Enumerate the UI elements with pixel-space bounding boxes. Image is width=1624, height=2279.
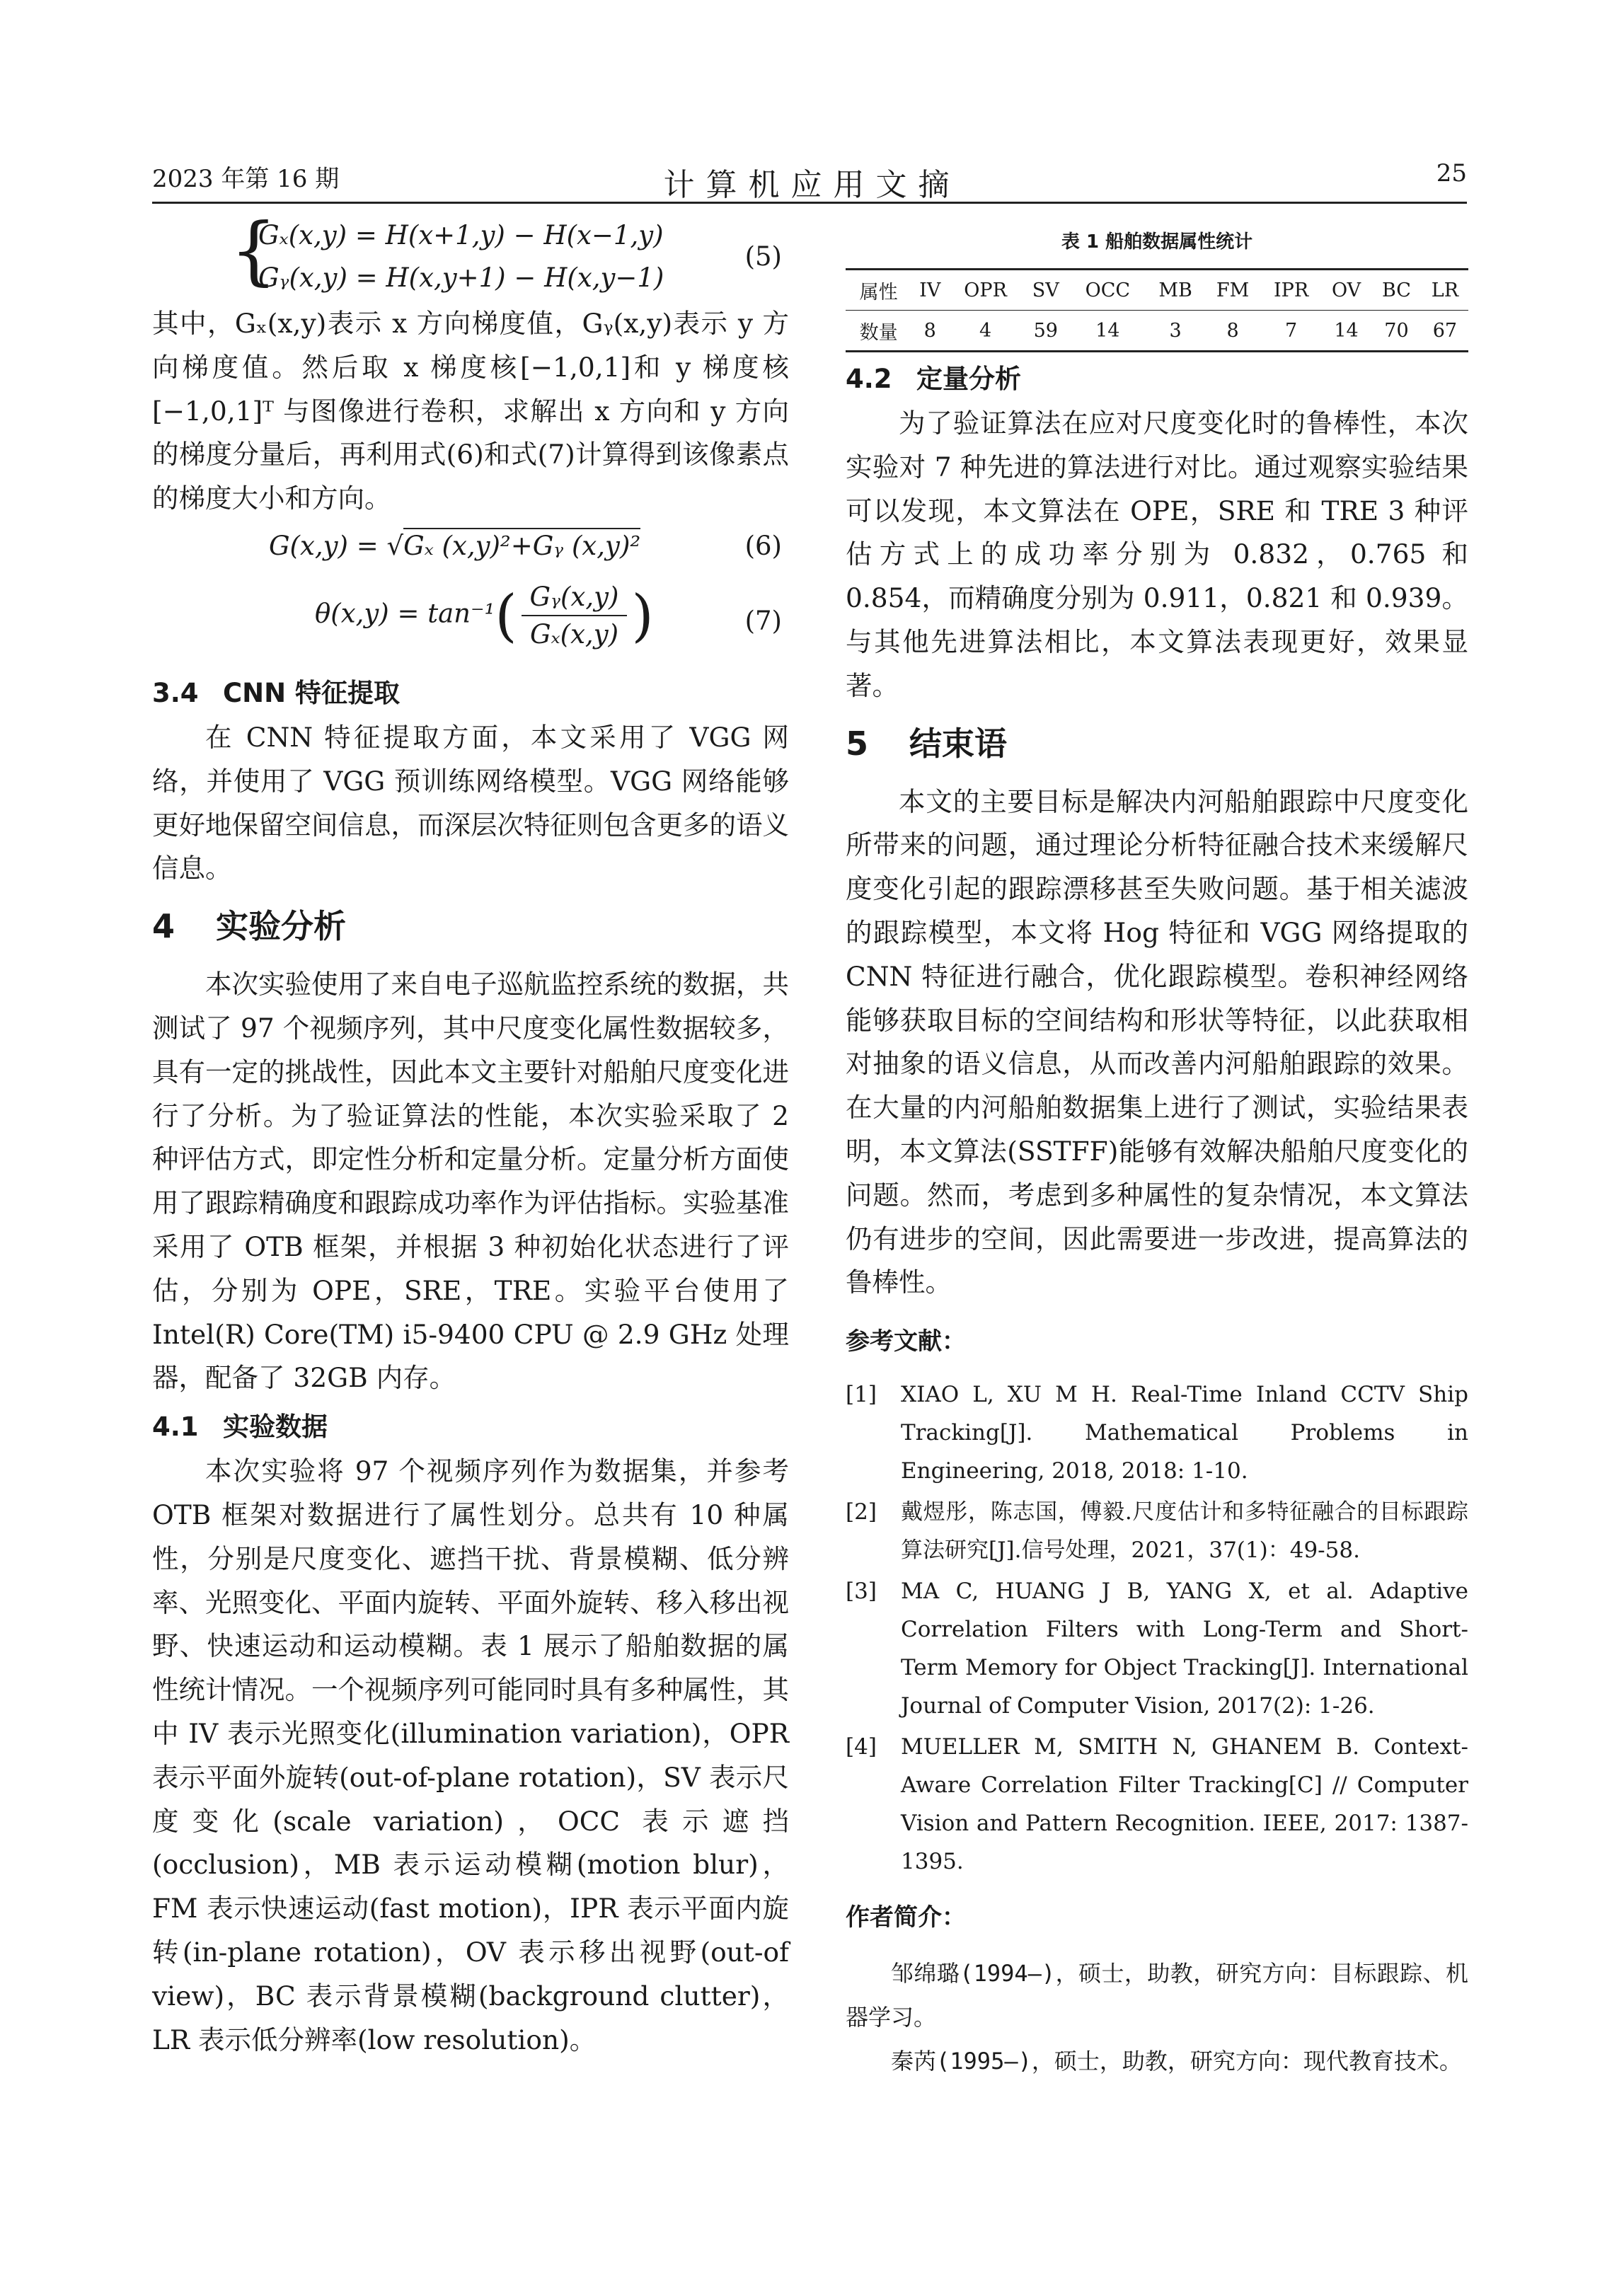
formula-6-lhs: G(x,y) = <box>269 530 387 561</box>
table-header-cell: OCC <box>1069 270 1147 311</box>
section-3-4-heading <box>152 674 789 713</box>
reference-item <box>846 1375 1468 1490</box>
table-cell: 数量 <box>846 311 911 352</box>
formula-7-paren-right: ) <box>631 582 654 649</box>
section-4-1-number: 4.1 <box>152 1412 199 1443</box>
table-cell: 14 <box>1321 311 1371 352</box>
author-bio: 邹绵璐(1994—)，硕士，助教，研究方向：目标跟踪、机器学习。 <box>846 1960 1468 2031</box>
reference-text: MUELLER M, SMITH N, GHANEM B. Context-Aware Correlation Filter Tracking[C] // Computer Vision and Pattern Recognition. IEEE, 2017: 1387-1395. <box>901 1734 1468 1875</box>
reference-number: [4] <box>846 1734 877 1760</box>
table-cell: 67 <box>1422 311 1468 352</box>
formula-5-number: (5) <box>744 241 782 272</box>
section-4-2-heading <box>846 359 1468 399</box>
right-column <box>846 216 1468 2083</box>
table-header-cell: 属性 <box>846 270 911 311</box>
section-3-4-title: CNN 特征提取 <box>223 677 400 708</box>
table-cell: 8 <box>911 311 948 352</box>
table-header-cell: OPR <box>948 270 1023 311</box>
section-4-2-number: 4.2 <box>846 364 892 394</box>
formula-7 <box>152 576 789 667</box>
table-caption: 表 1 船舶数据属性统计 <box>1061 231 1253 253</box>
formula-7-numerator: Gᵧ(x,y) <box>522 582 628 616</box>
section-4-1-title: 实验数据 <box>223 1412 328 1443</box>
table-cell: 4 <box>948 311 1023 352</box>
author-bio: 秦芮(1995—)，硕士，助教，研究方向：现代教育技术。 <box>891 2048 1462 2075</box>
formula-6-number: (6) <box>744 530 782 561</box>
table-cell: 70 <box>1371 311 1422 352</box>
reference-item <box>846 1572 1468 1725</box>
reference-number: [1] <box>846 1382 877 1408</box>
section-4-heading <box>152 905 789 947</box>
section-4-number: 4 <box>152 907 175 946</box>
references-title: 参考文献： <box>846 1327 966 1356</box>
paragraph-conclusion: 本文的主要目标是解决内河船舶跟踪中尺度变化所带来的问题，通过理论分析特征融合技术来缓解尺度变化引起的跟踪漂移甚至失败问题。基于相关滤波的跟踪模型，本文将 Hog 特征和 VGG 网络提取的 CNN 特征进行融合，优化跟踪模型。卷积神经网络能够获取目标的空间结构和形状等特征，以此获取相对抽象的语义信息，从而改善内河船舶跟踪的效果。在大量的内河船舶数据集上进行了测试，实验结果表明，本文算法(SSTFF)能够有效解决船舶尺度变化的问题。然而，考虑到多种属性的复杂情况，本文算法仍有进步的空间，因此需要进一步改进，提高算法的鲁棒性。 <box>846 785 1468 1298</box>
table-header-cell: FM <box>1204 270 1261 311</box>
paragraph-experiment: 本次实验使用了来自电子巡航监控系统的数据，共测试了 97 个视频序列，其中尺度变化属性数据较多，具有一定的挑战性，因此本文主要针对船舶尺度变化进行了分析。为了验证算法的性能，本次实验采取了 2 种评估方式，即定性分析和定量分析。定量分析方面使用了跟踪精确度和跟踪成功率作为评估指标。实验基准采用了 OTB 框架，并根据 3 种初始化状态进行了评估，分别为 OPE，SRE，TRE。实验平台使用了 Intel(R) Core(TM) i5-9400 CPU @ 2.9 GHz 处理器，配备了 32GB 内存。 <box>152 969 789 1394</box>
formula-6 <box>152 526 789 576</box>
section-5-number: 5 <box>846 724 869 763</box>
left-column <box>152 207 789 2062</box>
table-header-cell: MB <box>1146 270 1204 311</box>
attribute-table <box>846 268 1468 352</box>
table-header-cell: BC <box>1371 270 1422 311</box>
table-cell: 3 <box>1146 311 1204 352</box>
issue-label: 2023 年第 16 期 <box>152 165 340 193</box>
reference-item <box>846 1728 1468 1881</box>
formula-7-denominator: Gₓ(x,y) <box>529 618 619 650</box>
paragraph-data: 本次实验将 97 个视频序列作为数据集，并参考 OTB 框架对数据进行了属性划分。总共有 10 种属性，分别是尺度变化、遮挡干扰、背景模糊、低分辨率、光照变化、平面内旋转、平面外旋转、移入移出视野、快速运动和运动模糊。表 1 展示了船舶数据的属性统计情况。一个视频序列可能同时具有多种属性，其中 IV 表示光照变化(illumination variation)，OPR 表示平面外旋转(out-of-plane rotation)，SV 表示尺度变化(scale variation)，OCC 表示遮挡(occlusion)，MB 表示运动模糊(motion blur)，FM 表示快速运动(fast motion)，IPR 表示平面内旋转(in-plane rotation)，OV 表示移出视野(out-of view)，BC 表示背景模糊(background clutter)，LR 表示低分辨率(low resolution)。 <box>152 1455 789 2055</box>
section-4-title: 实验分析 <box>216 907 346 946</box>
reference-number: [2] <box>846 1499 877 1525</box>
section-4-1-heading <box>152 1407 789 1447</box>
table-header-cell: LR <box>1422 270 1468 311</box>
section-5-heading <box>846 722 1468 765</box>
formula-5-brace: { <box>230 207 277 294</box>
formula-5 <box>152 207 789 302</box>
formula-7-number: (7) <box>744 605 782 636</box>
reference-text: XIAO L, XU M H. Real-Time Inland CCTV Ship Tracking[J]. Mathematical Problems in Engineering, 2018, 2018: 1-10. <box>901 1382 1468 1484</box>
section-5-title: 结束语 <box>909 724 1007 763</box>
paragraph-cnn: 在 CNN 特征提取方面，本文采用了 VGG 网络，并使用了 VGG 预训练网络模型。VGG 网络能够更好地保留空间信息，而深层次特征则包含更多的语义信息。 <box>152 721 789 884</box>
formula-7-fraction <box>522 582 628 650</box>
header-rule <box>152 202 1467 204</box>
table-header-cell: OV <box>1321 270 1371 311</box>
formula-6-expr <box>269 531 640 561</box>
table-cell: 59 <box>1023 311 1069 352</box>
formula-7-lhs: θ(x,y) = tan⁻¹ <box>315 598 495 629</box>
reference-text: 戴煜彤，陈志国，傅毅.尺度估计和多特征融合的目标跟踪算法研究[J].信号处理，2021，37(1)：49-58. <box>901 1499 1468 1564</box>
table-cell: 8 <box>1204 311 1261 352</box>
table-header-cell: IPR <box>1261 270 1321 311</box>
table-header-row <box>846 270 1468 311</box>
journal-title: 计算机应用文摘 <box>663 167 961 203</box>
section-3-4-number: 3.4 <box>152 677 199 708</box>
table-cell: 7 <box>1261 311 1321 352</box>
formula-5-line2: Gᵧ(x,y) = H(x,y+1) − H(x,y−1) <box>258 262 664 293</box>
formula-7-expr <box>315 582 654 650</box>
table-header-cell: IV <box>911 270 948 311</box>
reference-item <box>846 1493 1468 1569</box>
page-number: 25 <box>1436 159 1467 187</box>
table-row <box>846 311 1468 352</box>
reference-text: MA C, HUANG J B, YANG X, et al. Adaptive Correlation Filters with Long-Term and Short-Term Memory for Object Tracking[J]. International Journal of Computer Vision, 2017(2): 1-26. <box>901 1579 1468 1719</box>
reference-number: [3] <box>846 1579 877 1605</box>
formula-6-radicand: Gₓ (x,y)²+Gᵧ (x,y)² <box>403 528 640 561</box>
author-bio-title: 作者简介： <box>846 1903 966 1932</box>
table-header-cell: SV <box>1023 270 1069 311</box>
formula-5-line1: Gₓ(x,y) = H(x+1,y) − H(x−1,y) <box>258 220 664 250</box>
table-cell: 14 <box>1069 311 1147 352</box>
formula-7-paren-left: ( <box>495 582 517 649</box>
paragraph-quantitative: 为了验证算法在应对尺度变化时的鲁棒性，本次实验对 7 种先进的算法进行对比。通过观察实验结果可以发现，本文算法在 OPE，SRE 和 TRE 3 种评估方式上的成功率分别为 0.832，0.765 和 0.854，而精确度分别为 0.911，0.821 和 0.939。与其他先进算法相比，本文算法表现更好，效果显著。 <box>846 408 1468 701</box>
paragraph-gradient: 其中，Gₓ(x,y)表示 x 方向梯度值，Gᵧ(x,y)表示 y 方向梯度值。然后取 x 梯度核[−1,0,1]和 y 梯度核[−1,0,1]ᵀ 与图像进行卷积，求解出 x 方向和 y 方向的梯度分量后，再利用式(6)和式(7)计算得到该像素点的梯度大小和方向。 <box>152 308 789 514</box>
section-4-2-title: 定量分析 <box>916 364 1021 394</box>
sqrt-symbol: √ <box>386 530 404 561</box>
